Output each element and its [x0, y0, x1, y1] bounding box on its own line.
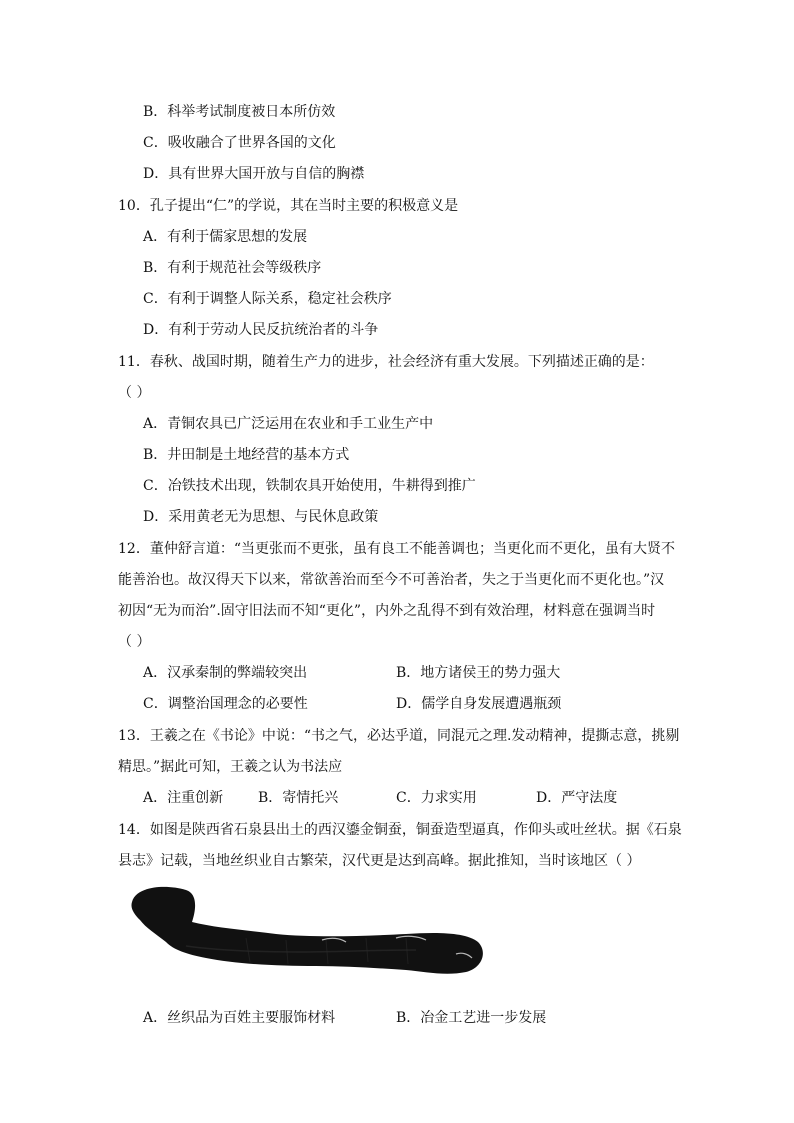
option-a-q11: A．青铜农具已广泛运用在农业和手工业生产中: [143, 416, 434, 432]
option-b-q13: B．寄情托兴: [258, 790, 339, 806]
answer-paren-q12: （ ）: [118, 634, 151, 650]
question-12-line3: 初因“无为而治”.固守旧法而不知“更化”，内外之乱得不到有效治理，材料意在强调当时: [118, 603, 656, 619]
option-a-q12: A．汉承秦制的弊端较突出: [143, 665, 308, 681]
option-c-q10: C．有利于调整人际关系，稳定社会秩序: [143, 291, 392, 307]
option-c-q11: C．冶铁技术出现，铁制农具开始使用，牛耕得到推广: [143, 478, 476, 494]
option-b-q11: B．井田制是土地经营的基本方式: [143, 447, 350, 463]
question-12-line1: 12．董仲舒言道：“当更张而不更张，虽有良工不能善调也；当更化而不更化，虽有大贤不: [118, 541, 675, 557]
option-a-q10: A．有利于儒家思想的发展: [143, 229, 308, 245]
question-14-line1: 14．如图是陕西省石泉县出土的西汉鎏金铜蚕，铜蚕造型逼真，作仰头或吐丝状。据《石泉: [118, 822, 682, 838]
question-13-line2: 精思。”据此可知，王羲之认为书法应: [118, 759, 343, 775]
option-d-q10: D．有利于劳动人民反抗统治者的斗争: [143, 322, 379, 338]
option-d-q13: D．严守法度: [536, 790, 618, 806]
bronze-silkworm-image: [126, 880, 486, 990]
option-c-q12: C．调整治国理念的必要性: [143, 696, 308, 712]
option-c-q13: C．力求实用: [396, 790, 477, 806]
option-c-q9: C．吸收融合了世界各国的文化: [143, 135, 336, 151]
question-11: 11．春秋、战国时期，随着生产力的进步，社会经济有重大发展。下列描述正确的是：: [118, 354, 654, 370]
option-a-q13: A．注重创新: [143, 790, 224, 806]
question-13-line1: 13．王羲之在《书论》中说：“书之气，必达乎道，同混元之理.发动精神，提撕志意，挑剔: [118, 728, 680, 744]
option-b-q12: B．地方诸侯王的势力强大: [396, 665, 561, 681]
question-12-line2: 能善治也。故汉得天下以来，常欲善治而至今不可善治者，失之于当更化而不更化也。”汉: [118, 572, 665, 588]
option-d-q11: D．采用黄老无为思想、与民休息政策: [143, 509, 379, 525]
option-d-q12: D．儒学自身发展遭遇瓶颈: [396, 696, 562, 712]
question-14-line2: 县志》记载，当地丝织业自古繁荣，汉代更是达到高峰。据此推知，当时该地区（ ）: [118, 853, 641, 869]
option-b-q10: B．有利于规范社会等级秩序: [143, 260, 322, 276]
answer-paren-q11: （ ）: [118, 385, 151, 401]
option-a-q14: A．丝织品为百姓主要服饰材料: [143, 1010, 336, 1026]
option-d-q9: D．具有世界大国开放与自信的胸襟: [143, 166, 365, 182]
question-10: 10．孔子提出“仁”的学说，其在当时主要的积极意义是: [118, 198, 459, 214]
option-b-q9: B．科举考试制度被日本所仿效: [143, 104, 336, 120]
option-b-q14: B．冶金工艺进一步发展: [396, 1010, 547, 1026]
